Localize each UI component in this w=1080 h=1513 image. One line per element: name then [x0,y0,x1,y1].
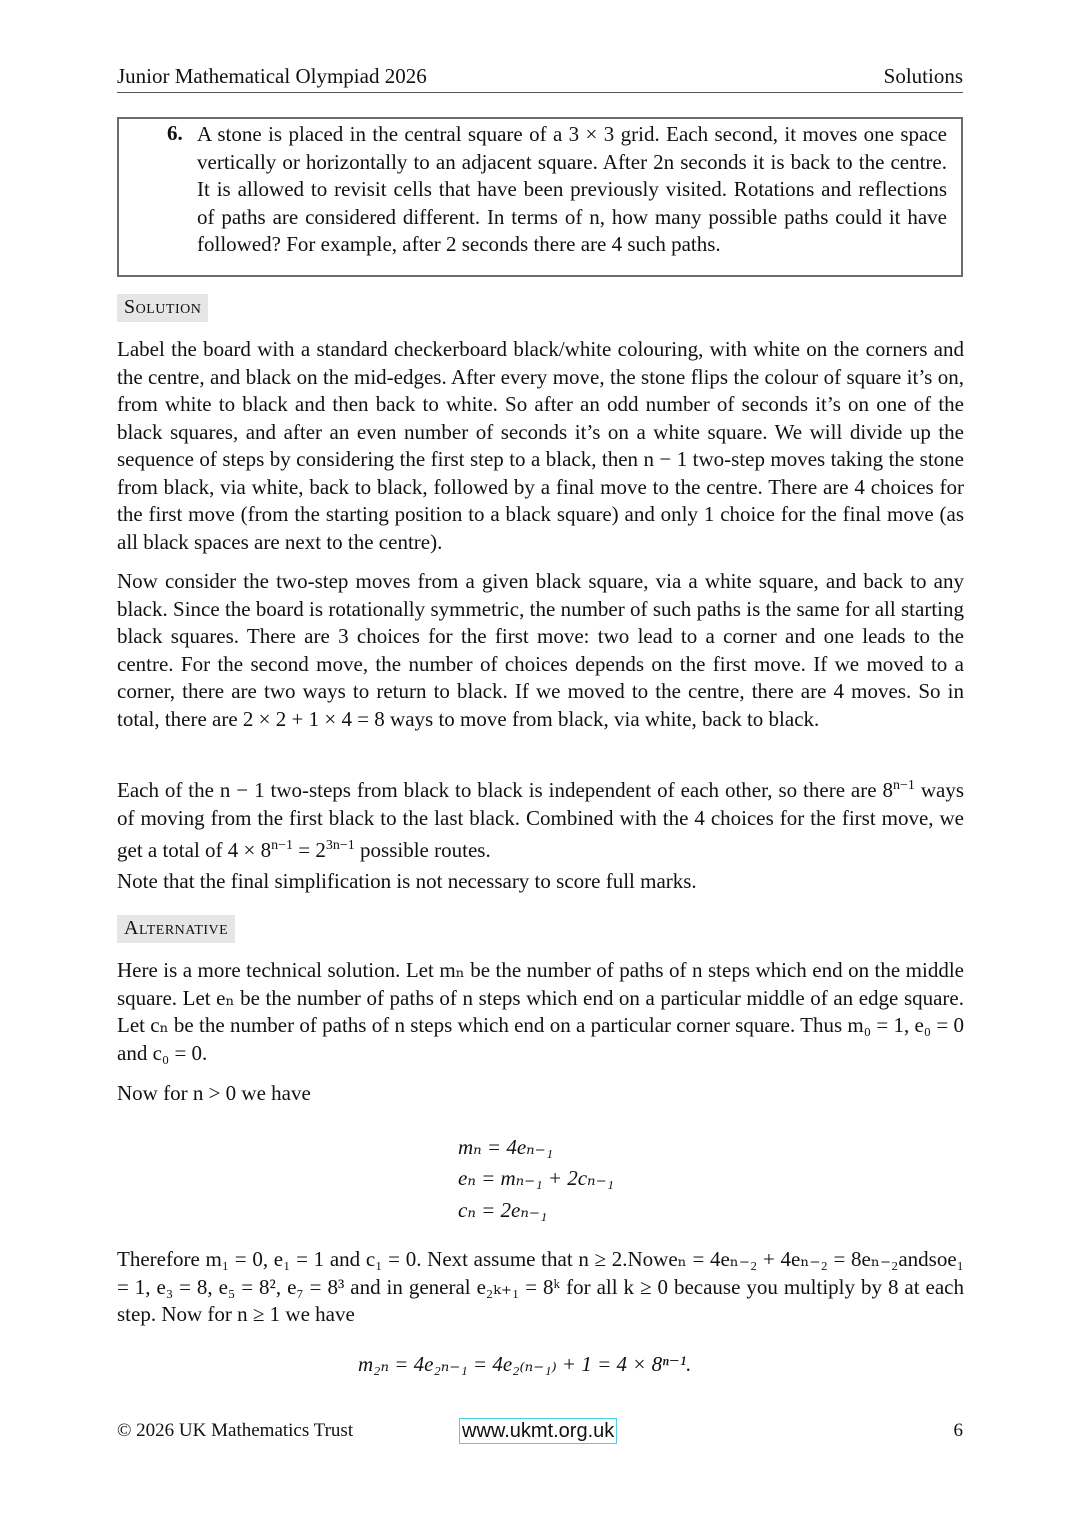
header-section: Solutions [883,64,963,88]
footer-copyright: © 2026 UK Mathematics Trust [117,1420,354,1441]
para3-part-b: ways of moving from the first black to the last black. Combined with the 4 choices for the first move, we get a total of 4 × 8 [117,778,964,862]
para3-part-c: = 2 [293,838,326,862]
para3-part-d: possible routes. [354,838,491,862]
para3-part-a: Each of the n − 1 two-steps from black to black is independent of each other, so there are 8 [117,778,893,802]
solution-label: Solution [117,294,208,322]
solution-paragraph-3 [117,772,964,865]
alternative-label: Alternative [117,915,235,943]
para3-sup-1: n−1 [893,778,915,793]
footer-website-link[interactable]: www.ukmt.org.uk [459,1418,617,1444]
problem-box [117,117,963,277]
alternative-paragraph-1: Here is a more technical solution. Let mₙ be the number of paths of n steps which end on the middle square. Let eₙ be the number of paths of n steps which end on a particular middle of an edge square. Let cₙ be the number of paths of n steps which end on a particular corner square. Thus m₀ = 1, e₀ = 0 and c₀ = 0. [117,958,964,1065]
header-title: Junior Mathematical Olympiad 2026 [117,64,427,88]
equation-m: mₙ = 4eₙ₋₁ [458,1135,554,1159]
equation-m2n: m₂ₙ = 4e₂ₙ₋₁ = 4e₂₍ₙ₋₁₎ + 1 = 4 × 8ⁿ⁻¹. [358,1352,692,1376]
equation-c: cₙ = 2eₙ₋₁ [458,1198,548,1222]
alternative-paragraph-3: Therefore m₁ = 0, e₁ = 1 and c₁ = 0. Next assume that n ≥ 2.Noweₙ = 4eₙ₋₂ + 4eₙ₋₂ = 8eₙ₋₂andsoe₁ = 1, e₃ = 8, e₅ = 8², e₇ = 8³ and in general e₂ₖ₊₁ = 8ᵏ for all k ≥ 0 because you multiply by 8 at each step. Now for n ≥ 1 we have [117,1247,964,1326]
solution-paragraph-4: Note that the final simplification is not necessary to score full marks. [117,869,697,893]
page-number: 6 [953,1420,963,1441]
solution-paragraph-2: Now consider the two-step moves from a given black square, via a white square, and back to any black. Since the board is rotationally symmetric, the number of such paths is the same for all starting black squares. There are 3 choices for the first move: two lead to a corner and one leads to the centre. For the second move, the number of choices depends on the first move. If we moved to a corner, there are two ways to return to black. If we moved to the centre, there are 4 moves. So in total, there are 2 × 2 + 1 × 4 = 8 ways to move from black, via white, back to black. [117,569,964,731]
solution-paragraph-1: Label the board with a standard checkerboard black/white colouring, with white on the corners and the centre, and black on the mid-edges. After every move, the stone flips the colour of square it’s on, from white to black and then back to white. So after an odd number of seconds it’s on one of the black squares, and after an even number of seconds it’s on a white square. We will divide up the sequence of steps by considering the first step to a black, then n − 1 two-step moves taking the stone from black, via white, back to black, followed by a final move to the centre. There are 4 choices for the first move (from the starting position to a black square) and only 1 choice for the final move (as all black spaces are next to the centre). [117,337,964,554]
equation-e: eₙ = mₙ₋₁ + 2cₙ₋₁ [458,1166,614,1190]
header-divider [117,92,963,93]
problem-number: 6. [167,121,183,145]
problem-statement: A stone is placed in the central square of a 3 × 3 grid. Each second, it moves one space vertically or horizontally to an adjacent square. After 2n seconds it is back to the centre. It is allowed to revisit cells that have been previously visited. Rotations and reflections of paths are considered different. In terms of n, how many possible paths could it have followed? For example, after 2 seconds there are 4 such paths. [197,122,947,256]
alternative-paragraph-2: Now for n > 0 we have [117,1081,311,1105]
para3-sup-3: 3n−1 [325,838,355,853]
para3-sup-2: n−1 [271,838,294,853]
